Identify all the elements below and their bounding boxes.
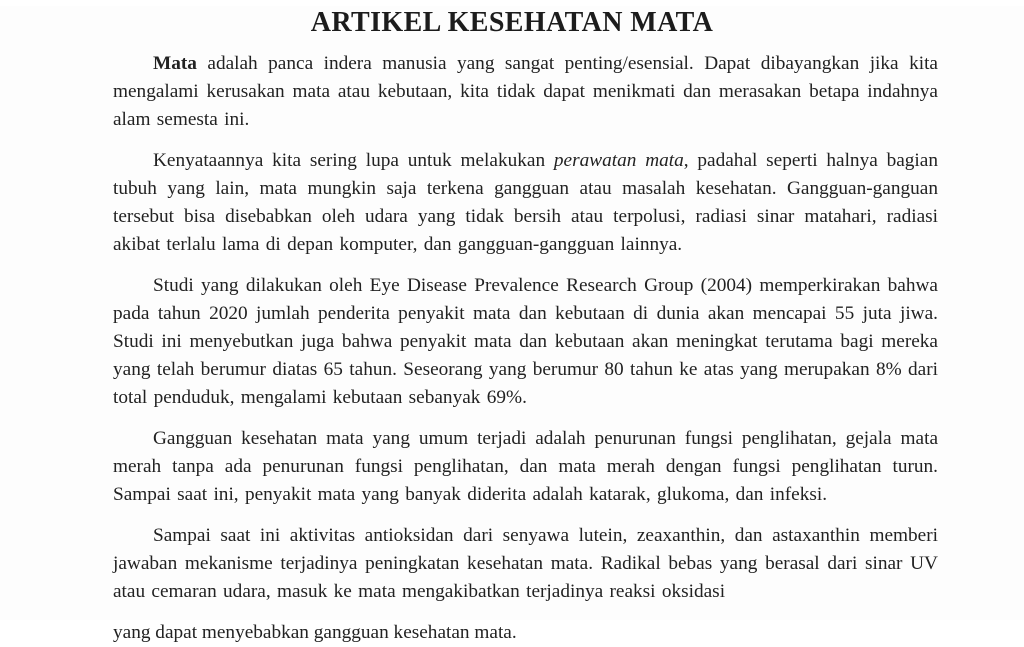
article-title: ARTIKEL KESEHATAN MATA [310, 7, 714, 38]
text-run-italic: perawatan mata [553, 150, 684, 171]
clipped-bottom-line: yang dapat menyebabkan gangguan kesehatan mata. [113, 622, 517, 643]
paragraph [113, 522, 938, 606]
paragraph [113, 272, 938, 412]
paragraph [113, 50, 938, 134]
paragraph [113, 147, 938, 259]
paragraph [113, 425, 938, 509]
text-run-bold: Mata [153, 53, 197, 74]
text-run-normal: Gangguan kesehatan mata yang umum terjadi adalah penurunan fungsi penglihatan, gejala mata merah tanpa ada penurunan fungsi penglihatan, dan mata merah dengan fungsi penglihatan turun. Sampai saat ini, penyakit mata yang banyak diderita adalah katarak, glukoma, dan infeksi. [113, 428, 938, 505]
text-run-normal: adalah panca indera manusia yang sangat penting/esensial. Dapat dibayangkan jika kita mengalami kerusakan mata atau kebutaan, kita tidak dapat menikmati dan merasakan betapa indahnya alam semesta ini. [113, 53, 938, 130]
text-run-normal: , padahal seperti halnya bagian tubuh yang lain, mata mungkin saja terkena gangguan atau masalah kesehatan. Gangguan-ganguan tersebut bisa disebabkan oleh udara yang tidak bersih atau terpolusi, radiasi sinar matahari, radiasi akibat terlalu lama di depan komputer, dan gangguan-gangguan lainnya. [113, 150, 938, 255]
text-run-normal: Kenyataannya kita sering lupa untuk melakukan [153, 150, 554, 171]
document-page [0, 6, 1024, 643]
text-run-normal: Studi yang dilakukan oleh Eye Disease Prevalence Research Group (2004) memperkirakan bahwa pada tahun 2020 jumlah penderita penyakit mata dan kebutaan di dunia akan mencapai 55 juta jiwa. Studi ini menyebutkan juga bahwa penyakit mata dan kebutaan akan meningkat terutama bagi mereka yang telah berumur diatas 65 tahun. Seseorang yang berumur 80 tahun ke atas yang merupakan 8% dari total penduduk, mengalami kebutaan sebanyak 69%. [113, 275, 938, 408]
text-run-normal: Sampai saat ini aktivitas antioksidan dari senyawa lutein, zeaxanthin, dan astaxanthin memberi jawaban mekanisme terjadinya peningkatan kesehatan mata. Radikal bebas yang berasal dari sinar UV atau cemaran udara, masuk ke mata mengakibatkan terjadinya reaksi oksidasi [113, 525, 938, 602]
article-body [113, 50, 938, 606]
